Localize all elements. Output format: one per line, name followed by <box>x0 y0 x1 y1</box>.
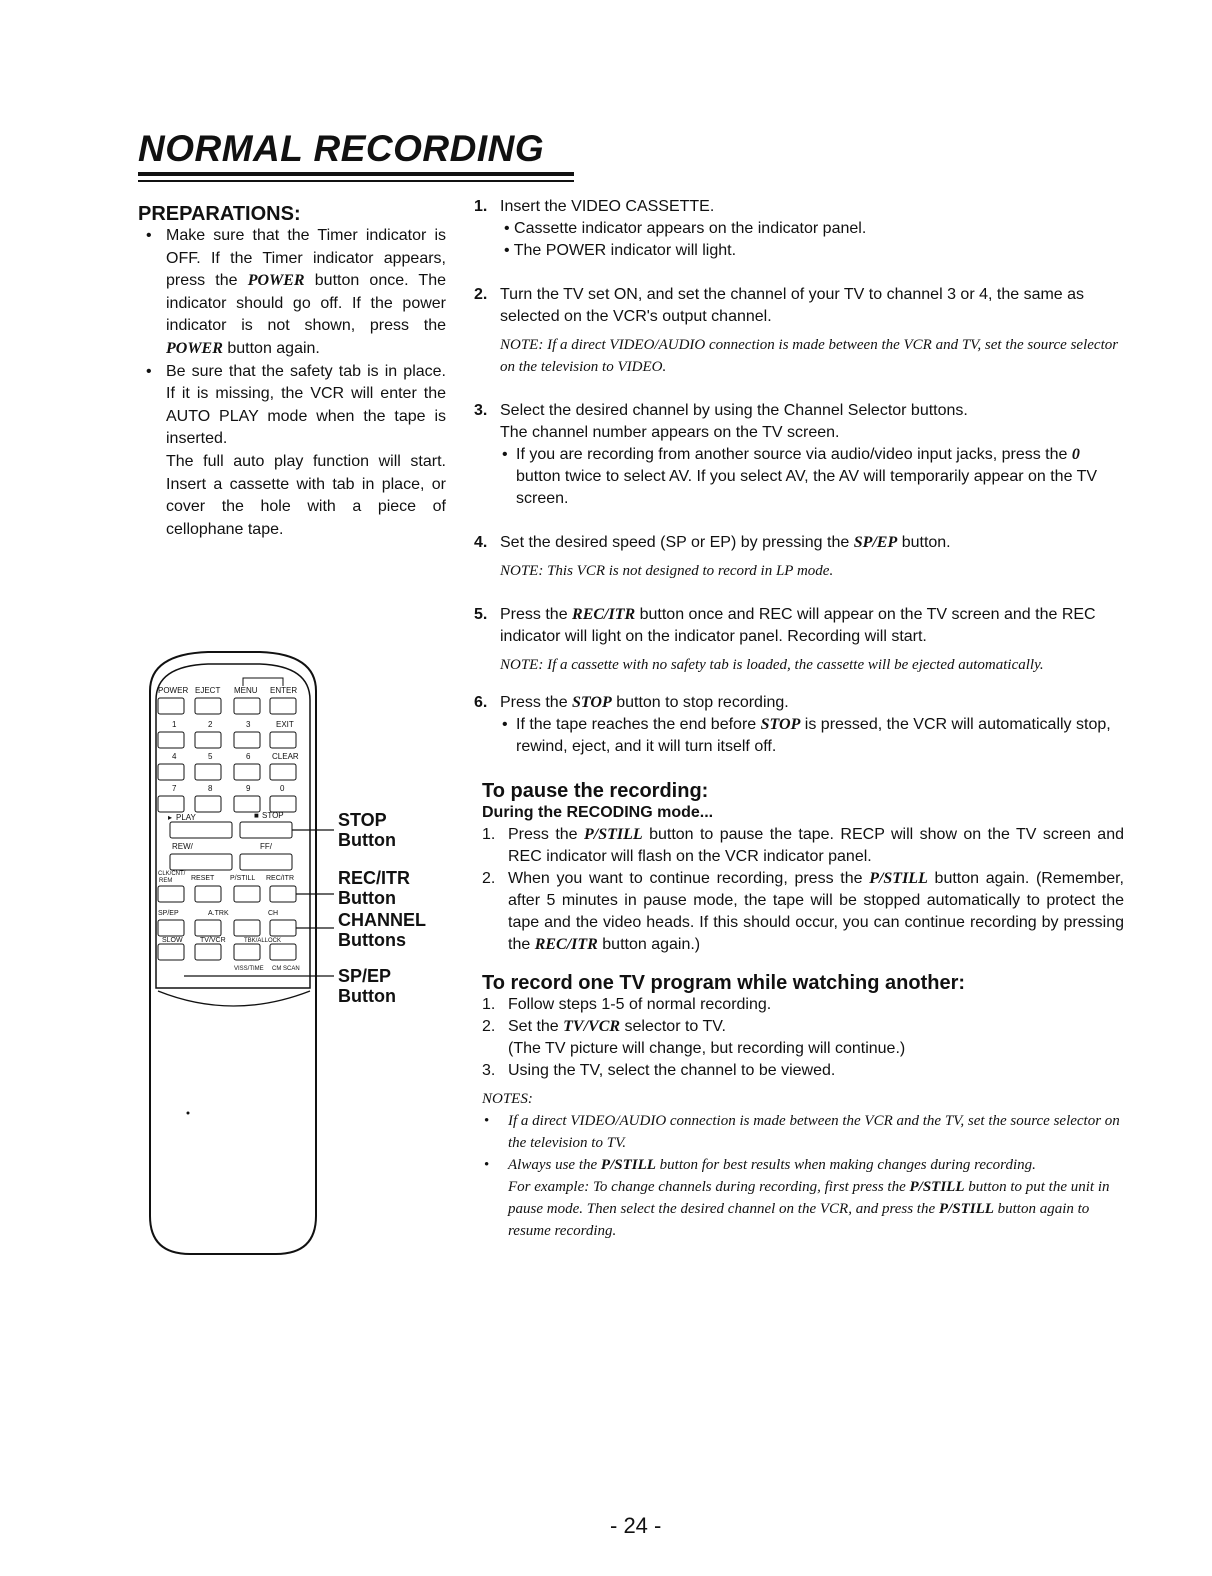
svg-text:SLOW: SLOW <box>162 937 183 944</box>
record-one-heading: To record one TV program while watching another: <box>482 972 966 994</box>
list-item: 3. Using the TV, select the channel to be viewed. <box>482 1062 836 1079</box>
title-rule <box>138 172 574 176</box>
step-2: 2. Turn the TV set ON, and set the channel of your TV to channel 3 or 4, the same as selected on the VCR's output channel. NOTE: If a direct VIDEO/AUDIO connection is made between the VCR and TV, set the source selector on the television to VIDEO. <box>474 284 1124 378</box>
step-3: 3. Select the desired channel by using the Channel Selector buttons. The channel number appears on the TV screen. • If you are recording from another source via audio/video input jacks, press the 0 button twice to select AV. If you select AV, the AV will temporarily appear on the TV screen. <box>474 400 1124 510</box>
reset-button <box>195 886 221 902</box>
svg-text:TBK/ALLOCK: TBK/ALLOCK <box>244 938 282 944</box>
note: NOTE: This VCR is not designed to record in LP mode. <box>500 563 834 579</box>
note: NOTE: If a cassette with no safety tab is loaded, the cassette will be ejected automatically. <box>500 657 1044 673</box>
cm-scan-button <box>270 944 296 960</box>
button-3 <box>234 732 260 748</box>
step-1: 1. Insert the VIDEO CASSETTE. • Cassette indicator appears on the indicator panel. • The POWER indicator will light. <box>474 198 867 259</box>
pause-subheading: During the RECODING mode... <box>482 804 714 821</box>
svg-text:4: 4 <box>172 752 177 761</box>
callout-stop: STOP <box>338 810 387 830</box>
notes-heading: NOTES: <box>482 1091 533 1107</box>
preparations-continuation: The full auto play function will start. Insert a cassette with tab in place, or cover the hole with a piece of cellophane tape. <box>166 452 446 538</box>
page-title: NORMAL RECORDING <box>138 128 545 169</box>
svg-text:▸: ▸ <box>168 813 173 822</box>
step-5: 5. Press the REC/ITR button once and REC will appear on the TV screen and the REC indicator will light on the indicator panel. Recording will start. NOTE: If a cassette with no safety tab is loaded, the cassette will be ejected automatically. <box>474 604 1124 676</box>
a-trk-button <box>195 920 221 936</box>
step-number: 2. <box>474 286 488 303</box>
button-9 <box>234 796 260 812</box>
svg-text:SP/EP: SP/EP <box>158 910 179 917</box>
list-item: 2. When you want to continue recording, press the P/STILL button again. (Remember, after 5 minutes in pause mode, the tape will be stopped automatically to protect the tape and the video heads. If this should occur, you can continue recording by pressing the REC/ITR button again.) <box>482 870 1124 953</box>
remote-label-enter: ENTER <box>270 686 298 695</box>
viss-time-button <box>234 944 260 960</box>
remote-label-rew: REW/ <box>172 842 193 851</box>
step-6: 6. Press the STOP button to stop recording. • If the tape reaches the end before STOP is pressed, the VCR will automatically stop, rewind, eject, and it will turn itself off. <box>474 692 1124 758</box>
svg-text:Button: Button <box>338 986 396 1006</box>
svg-text:Button: Button <box>338 830 396 850</box>
list-item: 1. Press the P/STILL button to pause the tape. RECP will show on the TV screen and REC indicator will flash on the VCR indicator panel. <box>482 826 1125 865</box>
button-7 <box>158 796 184 812</box>
list-item: • Always use the P/STILL button for best results when making changes during recording. <box>474 1154 1124 1176</box>
clear-button <box>270 764 296 780</box>
svg-text:RESET: RESET <box>191 875 215 882</box>
remote-label-ff: FF/ <box>260 842 272 851</box>
step-number: 5. <box>474 606 488 623</box>
remote-label-power: POWER <box>158 686 189 695</box>
rec-itr-button <box>270 886 296 902</box>
step-4: 4. Set the desired speed (SP or EP) by pressing the SP/EP button. NOTE: This VCR is not designed to record in LP mode. <box>474 532 1124 582</box>
list-item: 1. Follow steps 1-5 of normal recording. <box>482 996 772 1013</box>
svg-text:P/STILL: P/STILL <box>230 875 256 882</box>
svg-text:REM: REM <box>159 878 173 884</box>
fast-forward-button <box>240 854 292 870</box>
pause-still-button <box>234 886 260 902</box>
callout-rec-itr: REC/ITR <box>338 868 410 888</box>
svg-text:1: 1 <box>172 720 177 729</box>
svg-text:EXIT: EXIT <box>276 720 294 729</box>
step-number: 1. <box>474 198 488 215</box>
enter-button <box>270 698 296 714</box>
svg-text:0: 0 <box>280 784 285 793</box>
menu-button <box>234 698 260 714</box>
list-item: (The TV picture will change, but recording will continue.) <box>508 1040 906 1057</box>
callout-sp-ep: SP/EP <box>338 966 392 986</box>
svg-text:8: 8 <box>208 784 213 793</box>
svg-text:REC/ITR: REC/ITR <box>266 875 294 882</box>
svg-text:VISS/TIME: VISS/TIME <box>234 966 264 972</box>
list-item: 2. Set the TV/VCR selector to TV. <box>482 1018 726 1035</box>
svg-text:CLEAR: CLEAR <box>272 752 299 761</box>
button-0 <box>270 796 296 812</box>
svg-text:A.TRK: A.TRK <box>208 910 229 917</box>
step-number: 6. <box>474 694 488 711</box>
page-number: - 24 - <box>610 1513 662 1538</box>
svg-text:7: 7 <box>172 784 177 793</box>
preparations-heading: PREPARATIONS: <box>138 203 301 225</box>
svg-text:3: 3 <box>246 720 251 729</box>
notes-example: For example: To change channels during recording, first press the P/STILL button to put the unit in pause mode. Then select the desired channel on the VCR, and press the P/STILL button again to resume recording. <box>508 1179 1110 1239</box>
title-rule-thin <box>138 180 574 182</box>
svg-text:5: 5 <box>208 752 213 761</box>
callout-channel: CHANNEL <box>338 910 426 930</box>
exit-button <box>270 732 296 748</box>
button-2 <box>195 732 221 748</box>
channel-down-button <box>234 920 260 936</box>
svg-text:CH: CH <box>268 910 279 917</box>
preparations-list <box>146 225 446 541</box>
svg-text:Button: Button <box>338 888 396 908</box>
remote-control-illustration <box>148 646 448 1286</box>
step-number: 3. <box>474 402 488 419</box>
svg-text:2: 2 <box>208 720 213 729</box>
button-6 <box>234 764 260 780</box>
svg-text:■: ■ <box>254 811 259 820</box>
stop-button <box>240 822 292 838</box>
list-item: • Make sure that the Timer indicator is OFF. If the Timer indicator appears, press the POWER button once. The indicator should go off. If the power indicator is not shown, press the POWER button again. <box>146 225 446 361</box>
button-8 <box>195 796 221 812</box>
steps-column <box>474 196 1124 1242</box>
sp-ep-button <box>158 920 184 936</box>
remote-label-play: PLAY <box>176 813 196 822</box>
list-item: • If a direct VIDEO/AUDIO connection is made between the VCR and the TV, set the source selector on the television to TV. <box>474 1110 1124 1154</box>
play-button <box>170 822 232 838</box>
tv-vcr-button <box>195 944 221 960</box>
step-number: 4. <box>474 534 488 551</box>
rewind-button <box>170 854 232 870</box>
svg-text:Buttons: Buttons <box>338 930 406 950</box>
svg-text:9: 9 <box>246 784 251 793</box>
pause-heading: To pause the recording: <box>482 780 709 802</box>
svg-text:CM SCAN: CM SCAN <box>272 966 300 972</box>
list-item: • Be sure that the safety tab is in place. If it is missing, the VCR will enter the AUTO PLAY mode when the tape is inserted. <box>146 361 446 451</box>
button-4 <box>158 764 184 780</box>
note: NOTE: If a direct VIDEO/AUDIO connection is made between the VCR and TV, set the source selector on the television to VIDEO. <box>500 337 1119 375</box>
slow-button <box>158 944 184 960</box>
svg-text:CLK/CNT/: CLK/CNT/ <box>158 871 186 877</box>
svg-text:6: 6 <box>246 752 251 761</box>
remote-label-menu: MENU <box>234 686 258 695</box>
button-5 <box>195 764 221 780</box>
eject-button <box>195 698 221 714</box>
channel-up-button <box>270 920 296 936</box>
button-1 <box>158 732 184 748</box>
clk-cnt-button <box>158 886 184 902</box>
power-button <box>158 698 184 714</box>
remote-label-stop: STOP <box>262 811 284 820</box>
svg-text:TV/VCR: TV/VCR <box>200 937 226 944</box>
remote-label-eject: EJECT <box>195 686 221 695</box>
